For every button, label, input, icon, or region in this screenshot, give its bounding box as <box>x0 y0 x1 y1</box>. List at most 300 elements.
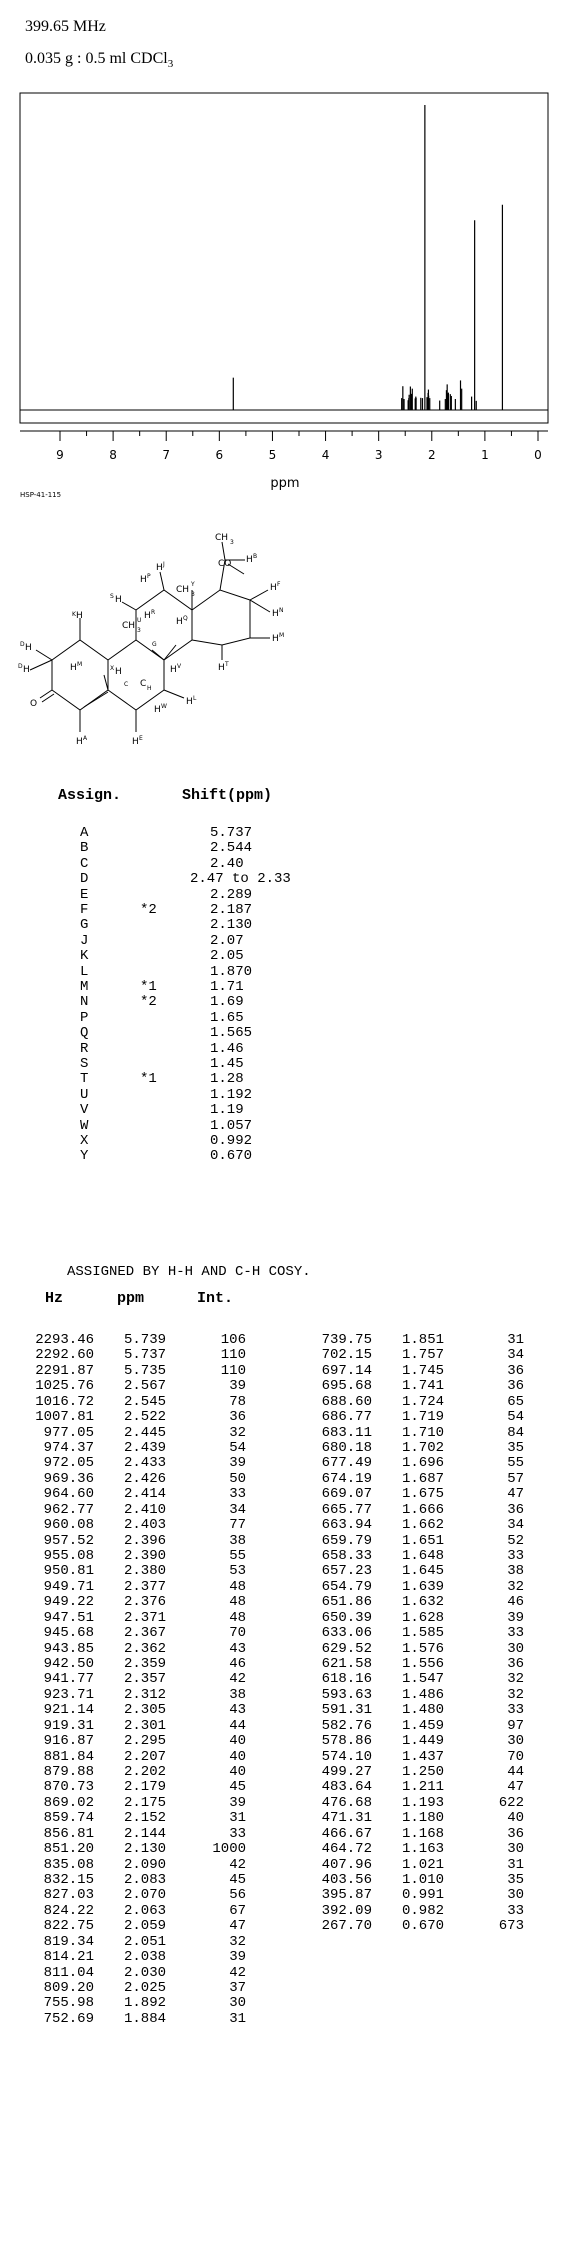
peak-hz: 923.71 <box>43 1686 94 1703</box>
peak-int: 54 <box>229 1440 246 1456</box>
peak-hz: 835.08 <box>43 1856 94 1873</box>
peak-ppm: 1.628 <box>401 1609 444 1626</box>
peak-ppm: 0.991 <box>401 1887 444 1904</box>
peak-ppm: 1.459 <box>401 1717 444 1734</box>
struct-ch3-top-sub: 3 <box>230 539 234 546</box>
peak-ppm: 1.710 <box>401 1424 444 1441</box>
peak-int: 45 <box>229 1779 246 1796</box>
peak-ppm: 1.168 <box>401 1825 444 1842</box>
assignment-shift: 1.71 <box>210 979 244 995</box>
peak-int: 97 <box>507 1717 524 1734</box>
peak-hz: 633.06 <box>321 1625 372 1642</box>
assignment-label: Y <box>80 1148 89 1165</box>
peak-ppm: 1.480 <box>401 1702 444 1719</box>
peak-hz: 658.33 <box>321 1548 372 1565</box>
peak-int: 36 <box>507 1656 524 1673</box>
peak-int: 110 <box>220 1362 246 1379</box>
peak-ppm: 1.486 <box>401 1686 444 1703</box>
struct-oxygen: O <box>30 699 38 709</box>
assignment-label: U <box>80 1086 89 1103</box>
peak-int: 43 <box>229 1702 246 1719</box>
peak-hz: 683.11 <box>321 1424 372 1441</box>
struct-hV-sup: V <box>177 663 182 670</box>
peak-hz: 483.64 <box>321 1779 372 1796</box>
peak-hz: 960.08 <box>43 1517 94 1534</box>
peak-int: 106 <box>220 1332 246 1348</box>
peak-int: 32 <box>229 1933 246 1950</box>
peak-int: 43 <box>229 1640 246 1657</box>
struct-hP-sup: P <box>147 573 151 580</box>
shift-column-header: Shift(ppm) <box>182 787 273 804</box>
x-tick-label: 0 <box>534 448 542 462</box>
assignment-note: *1 <box>140 979 157 995</box>
assignment-shift: 0.670 <box>210 1148 253 1165</box>
peak-hz: 955.08 <box>43 1548 94 1565</box>
peak-ppm: 2.396 <box>123 1532 166 1549</box>
peak-int: 67 <box>229 1902 246 1919</box>
struct-hB: H <box>246 555 253 565</box>
peak-hz: 869.02 <box>43 1794 94 1811</box>
peak-ppm: 2.522 <box>123 1409 166 1426</box>
peak-hz: 819.34 <box>43 1933 94 1950</box>
peak-int: 37 <box>229 1980 246 1997</box>
peak-hz: 1016.72 <box>35 1393 94 1410</box>
peak-ppm: 1.639 <box>401 1578 444 1595</box>
struct-hW: H <box>154 705 161 715</box>
peak-ppm: 1.666 <box>401 1501 444 1518</box>
peak-int: 47 <box>507 1486 524 1503</box>
sample-concentration-text: 0.035 g : 0.5 ml CDCl <box>25 50 168 67</box>
peak-int: 33 <box>507 1548 524 1565</box>
assignment-label: B <box>80 840 89 857</box>
peak-int: 36 <box>507 1501 524 1518</box>
peak-int: 42 <box>229 1671 246 1688</box>
struct-hS-b: H <box>115 595 122 605</box>
peak-int: 40 <box>229 1733 246 1750</box>
struct-hY: Y <box>191 581 195 588</box>
x-tick-label: 5 <box>268 448 277 462</box>
peak-hz: 977.05 <box>43 1424 94 1441</box>
peak-int: 35 <box>507 1872 524 1889</box>
peak-int: 34 <box>507 1517 524 1534</box>
assignment-shift: 2.47 to 2.33 <box>190 871 291 888</box>
peak-ppm: 1.745 <box>401 1362 444 1379</box>
assignment-label: T <box>80 1071 89 1088</box>
peak-ppm: 1.724 <box>401 1393 444 1410</box>
peak-int: 65 <box>507 1393 524 1410</box>
peak-int: 44 <box>507 1764 524 1781</box>
assignment-shift: 2.187 <box>210 902 253 918</box>
struct-hQ: H <box>176 617 183 627</box>
peak-int: 47 <box>507 1779 524 1796</box>
struct-ch3-mid-sub: 3 <box>191 591 195 598</box>
peak-int: 30 <box>507 1733 524 1750</box>
peak-ppm: 2.426 <box>123 1470 166 1487</box>
peak-ppm: 1.163 <box>401 1841 444 1858</box>
struct-hW-sup: W <box>161 703 167 710</box>
struct-ch3-left-sub: 3 <box>137 627 141 634</box>
peak-int: 40 <box>229 1764 246 1781</box>
assignment-shift: 2.05 <box>210 948 244 965</box>
struct-ch2-sub: H <box>147 685 152 692</box>
x-tick-label: 8 <box>109 448 117 462</box>
struct-hL: H <box>186 697 193 707</box>
peak-int: 622 <box>498 1794 524 1811</box>
assignment-shift: 1.69 <box>210 994 244 1011</box>
peak-int: 48 <box>229 1578 246 1595</box>
struct-ch3-top: CH <box>215 533 229 543</box>
assignment-label: K <box>80 948 89 965</box>
x-axis-ticks <box>56 431 542 462</box>
peak-ppm: 2.445 <box>123 1424 166 1441</box>
peak-hz: 471.31 <box>321 1810 372 1827</box>
peak-hz: 651.86 <box>321 1594 372 1611</box>
peak-int: 35 <box>507 1440 524 1456</box>
assignment-note: *2 <box>140 994 157 1011</box>
peak-hz: 947.51 <box>43 1609 94 1626</box>
peak-ppm: 2.202 <box>123 1764 166 1781</box>
peak-int: 70 <box>229 1625 246 1642</box>
peak-ppm: 1.556 <box>401 1656 444 1673</box>
struct-hV: H <box>170 665 177 675</box>
assignment-label: A <box>80 825 89 841</box>
peak-int: 32 <box>507 1686 524 1703</box>
peak-ppm: 1.193 <box>401 1794 444 1811</box>
peak-ppm: 2.390 <box>123 1548 166 1565</box>
peak-hz: 499.27 <box>321 1764 372 1781</box>
peak-ppm: 1.010 <box>401 1872 444 1889</box>
peak-hz: 578.86 <box>321 1733 372 1750</box>
structure-labels <box>18 533 284 747</box>
assignment-shift: 5.737 <box>210 825 253 841</box>
x-tick-label: 9 <box>56 448 64 462</box>
peak-hz: 2291.87 <box>35 1362 94 1379</box>
struct-hJ-sup: J <box>163 561 165 568</box>
peak-hz: 659.79 <box>321 1532 372 1549</box>
peak-hz: 941.77 <box>43 1671 94 1688</box>
peak-hz: 267.70 <box>321 1918 372 1935</box>
peak-int: 55 <box>229 1548 246 1565</box>
x-tick-label: 2 <box>427 448 436 462</box>
peak-int: 1000 <box>212 1841 246 1858</box>
assignment-label: P <box>80 1009 89 1026</box>
peak-int: 46 <box>229 1656 246 1673</box>
struct-hF: H <box>270 583 277 593</box>
peak-ppm: 2.403 <box>123 1517 166 1534</box>
peak-hz: 669.07 <box>321 1486 372 1503</box>
peak-hz: 680.18 <box>321 1440 372 1456</box>
peak-int: 31 <box>507 1856 524 1873</box>
assignment-label: R <box>80 1040 89 1057</box>
peak-hz: 395.87 <box>321 1887 372 1904</box>
peak-ppm: 2.025 <box>123 1980 166 1997</box>
x-tick-label: 3 <box>374 448 383 462</box>
peak-ppm: 2.414 <box>123 1486 166 1503</box>
peak-hz: 942.50 <box>43 1656 94 1673</box>
peak-int: 39 <box>229 1949 246 1966</box>
assignment-shift: 1.46 <box>210 1040 244 1057</box>
assign-column-header: Assign. <box>58 787 122 804</box>
peak-hz: 407.96 <box>321 1856 372 1873</box>
peak-ppm: 1.021 <box>401 1856 444 1873</box>
assignment-shift: 2.544 <box>210 840 253 857</box>
peak-ppm: 1.662 <box>401 1517 444 1534</box>
peak-hz: 392.09 <box>321 1902 372 1919</box>
peak-int: 53 <box>229 1563 246 1580</box>
peak-hz: 665.77 <box>321 1501 372 1518</box>
peak-int: 57 <box>507 1470 524 1487</box>
peak-hz: 739.75 <box>321 1332 372 1348</box>
peak-int: 50 <box>229 1470 246 1487</box>
peak-hz: 674.19 <box>321 1470 372 1487</box>
peak-ppm: 2.371 <box>123 1609 166 1626</box>
peak-hz: 464.72 <box>321 1841 372 1858</box>
peak-ppm: 1.180 <box>401 1810 444 1827</box>
peak-ppm: 1.576 <box>401 1640 444 1657</box>
struct-ch2: C <box>140 679 147 689</box>
peak-hz: 476.68 <box>321 1794 372 1811</box>
peak-hz: 688.60 <box>321 1393 372 1410</box>
assignment-label: M <box>80 979 89 995</box>
structure-bonds <box>30 542 270 732</box>
peak-int: 36 <box>507 1362 524 1379</box>
x-tick-label: 1 <box>481 448 489 462</box>
struct-hR-sup: R <box>151 609 156 616</box>
peak-hz: 403.56 <box>321 1872 372 1889</box>
peak-hz: 851.20 <box>43 1841 94 1858</box>
spectrometer-frequency: 399.65 MHz <box>25 18 106 35</box>
struct-hP: H <box>140 575 147 585</box>
peak-ppm: 2.567 <box>123 1378 166 1395</box>
peak-int: 31 <box>507 1332 524 1348</box>
peak-ppm: 2.305 <box>123 1702 166 1719</box>
peak-hz: 650.39 <box>321 1609 372 1626</box>
peak-ppm: 1.250 <box>401 1764 444 1781</box>
sample-concentration-subscript: 3 <box>167 58 174 71</box>
struct-hD1-b: H <box>25 643 32 653</box>
peak-hz: 2293.46 <box>35 1332 94 1348</box>
assignment-label: D <box>80 871 89 888</box>
assignment-label: V <box>80 1102 89 1119</box>
struct-hS: S <box>110 593 114 600</box>
peak-ppm: 2.083 <box>123 1872 166 1889</box>
peak-hz: 962.77 <box>43 1501 94 1518</box>
peak-ppm: 2.070 <box>123 1887 166 1904</box>
peak-ppm: 2.433 <box>123 1455 166 1472</box>
peak-int: 47 <box>229 1918 246 1935</box>
peak-hz: 809.20 <box>43 1980 94 1997</box>
peak-ppm: 1.645 <box>401 1563 444 1580</box>
peak-hz: 827.03 <box>43 1887 94 1904</box>
peak-int: 36 <box>507 1825 524 1842</box>
peak-hz: 591.31 <box>321 1702 372 1719</box>
assignment-shift: 0.992 <box>210 1133 253 1149</box>
peak-int: 39 <box>229 1455 246 1472</box>
struct-hA-sup: A <box>83 735 88 742</box>
peak-hz: 919.31 <box>43 1717 94 1734</box>
assignment-label: L <box>80 963 89 980</box>
x-axis-label: ppm <box>270 476 300 491</box>
ppm-column-header: ppm <box>117 1290 145 1307</box>
peak-hz: 629.52 <box>321 1640 372 1657</box>
molecule-structure <box>0 520 340 780</box>
peak-hz: 921.14 <box>43 1702 94 1719</box>
struct-hD1: D <box>20 641 25 648</box>
struct-hQ-sup: Q <box>183 615 188 622</box>
assignment-shift: 1.28 <box>210 1071 244 1088</box>
peak-int: 33 <box>229 1825 246 1842</box>
peak-hz: 466.67 <box>321 1825 372 1842</box>
peak-ppm: 1.702 <box>401 1440 444 1456</box>
peak-int: 48 <box>229 1609 246 1626</box>
nmr-spectrum-chart <box>0 85 570 505</box>
peak-hz: 814.21 <box>43 1949 94 1966</box>
assignment-shift: 2.130 <box>210 917 253 934</box>
peak-ppm: 5.737 <box>123 1347 166 1364</box>
peak-ppm: 2.179 <box>123 1779 166 1796</box>
peak-hz: 870.73 <box>43 1779 94 1796</box>
peak-int: 32 <box>229 1424 246 1441</box>
peak-hz: 950.81 <box>43 1563 94 1580</box>
peak-int: 110 <box>220 1347 246 1364</box>
peak-ppm: 0.982 <box>401 1902 444 1919</box>
peak-hz: 702.15 <box>321 1347 372 1364</box>
peak-int: 30 <box>507 1640 524 1657</box>
peak-hz: 752.69 <box>43 2010 94 2027</box>
peak-int: 77 <box>229 1517 246 1534</box>
peak-int: 34 <box>507 1347 524 1364</box>
peak-ppm: 2.301 <box>123 1717 166 1734</box>
peak-int: 55 <box>507 1455 524 1472</box>
peak-ppm: 2.063 <box>123 1902 166 1919</box>
struct-co: CO <box>218 559 232 569</box>
peak-int: 33 <box>229 1486 246 1503</box>
peak-int: 33 <box>507 1702 524 1719</box>
struct-hA: H <box>76 737 83 747</box>
struct-hN: H <box>272 609 279 619</box>
peak-ppm: 2.439 <box>123 1440 166 1456</box>
peak-hz: 945.68 <box>43 1625 94 1642</box>
peak-ppm: 2.090 <box>123 1856 166 1873</box>
peak-ppm: 5.739 <box>123 1332 166 1348</box>
peak-hz: 677.49 <box>321 1455 372 1472</box>
peak-hz: 879.88 <box>43 1764 94 1781</box>
peak-hz: 1025.76 <box>35 1378 94 1395</box>
struct-hM2: H <box>272 634 279 644</box>
assignment-label: S <box>80 1056 89 1072</box>
peak-hz: 949.22 <box>43 1594 94 1611</box>
peak-ppm: 1.585 <box>401 1625 444 1642</box>
struct-hT: H <box>218 663 225 673</box>
peak-ppm: 1.719 <box>401 1409 444 1426</box>
peak-int: 38 <box>229 1686 246 1703</box>
peak-ppm: 1.696 <box>401 1455 444 1472</box>
peak-int: 39 <box>229 1378 246 1395</box>
peak-hz: 949.71 <box>43 1578 94 1595</box>
struct-hL-sup: L <box>193 695 197 702</box>
struct-hE-sup: E <box>139 735 143 742</box>
peak-ppm: 2.295 <box>123 1733 166 1750</box>
peak-hz: 881.84 <box>43 1748 94 1765</box>
peak-ppm: 1.547 <box>401 1671 444 1688</box>
peak-ppm: 2.362 <box>123 1640 166 1657</box>
peak-hz: 593.63 <box>321 1686 372 1703</box>
peak-ppm: 1.851 <box>401 1332 444 1348</box>
peak-ppm: 2.380 <box>123 1563 166 1580</box>
assignment-shift: 1.19 <box>210 1102 244 1119</box>
struct-hD2: D <box>18 663 23 670</box>
assignment-shift: 1.65 <box>210 1009 244 1026</box>
peak-int: 54 <box>507 1409 524 1426</box>
struct-hN-sup: N <box>279 607 284 614</box>
peak-ppm: 2.130 <box>123 1841 166 1858</box>
peak-ppm: 2.152 <box>123 1810 166 1827</box>
peak-ppm: 2.367 <box>123 1625 166 1642</box>
peak-int: 84 <box>507 1424 524 1441</box>
peak-hz: 695.68 <box>321 1378 372 1395</box>
struct-hC: C <box>124 681 129 688</box>
assignment-note: *1 <box>140 1071 157 1088</box>
peak-hz: 697.14 <box>321 1362 372 1379</box>
peak-ppm: 2.030 <box>123 1964 166 1981</box>
struct-ch3-mid: CH <box>176 585 190 595</box>
peak-hz: 856.81 <box>43 1825 94 1842</box>
peak-hz: 974.37 <box>43 1440 94 1456</box>
peak-hz: 755.98 <box>43 1995 94 2012</box>
assignment-shift: 1.870 <box>210 963 253 980</box>
peak-int: 30 <box>507 1887 524 1904</box>
peak-ppm: 2.357 <box>123 1671 166 1688</box>
assignment-shift: 1.192 <box>210 1086 253 1103</box>
struct-hD2-b: H <box>23 665 30 675</box>
peak-hz: 943.85 <box>43 1640 94 1657</box>
peak-int: 36 <box>507 1378 524 1395</box>
assignment-footnote: ASSIGNED BY H-H AND C-H COSY. <box>67 1264 311 1280</box>
peak-int: 673 <box>498 1918 524 1935</box>
peak-hz: 822.75 <box>43 1918 94 1935</box>
peak-int: 42 <box>229 1856 246 1873</box>
struct-hM2-sup: M <box>279 632 285 639</box>
assignment-shift: 2.40 <box>210 855 244 872</box>
struct-hX-b: H <box>115 667 122 677</box>
peak-hz: 582.76 <box>321 1717 372 1734</box>
struct-hM: H <box>70 663 77 673</box>
peak-int: 33 <box>507 1625 524 1642</box>
peak-ppm: 2.410 <box>123 1501 166 1518</box>
peak-int: 33 <box>507 1902 524 1919</box>
peak-ppm: 2.059 <box>123 1918 166 1935</box>
assignment-label: N <box>80 994 89 1011</box>
struct-hK-b: H <box>76 611 83 621</box>
peak-ppm: 1.884 <box>123 2010 166 2027</box>
peak-int: 30 <box>507 1841 524 1858</box>
peak-int: 39 <box>507 1609 524 1626</box>
peak-hz: 811.04 <box>43 1964 94 1981</box>
hz-column-header: Hz <box>45 1290 64 1307</box>
peak-ppm: 1.651 <box>401 1532 444 1549</box>
peak-int: 45 <box>229 1872 246 1889</box>
peak-hz: 916.87 <box>43 1733 94 1750</box>
peak-ppm: 2.207 <box>123 1748 166 1765</box>
peak-hz: 2292.60 <box>35 1347 94 1364</box>
peak-int: 70 <box>507 1748 524 1765</box>
assignment-shift: 1.45 <box>210 1056 244 1072</box>
assignment-label: E <box>80 886 89 903</box>
peak-ppm: 1.449 <box>401 1733 444 1750</box>
int-column-header: Int. <box>197 1290 234 1307</box>
peak-hz: 957.52 <box>43 1532 94 1549</box>
struct-hB-sup: B <box>253 553 258 560</box>
